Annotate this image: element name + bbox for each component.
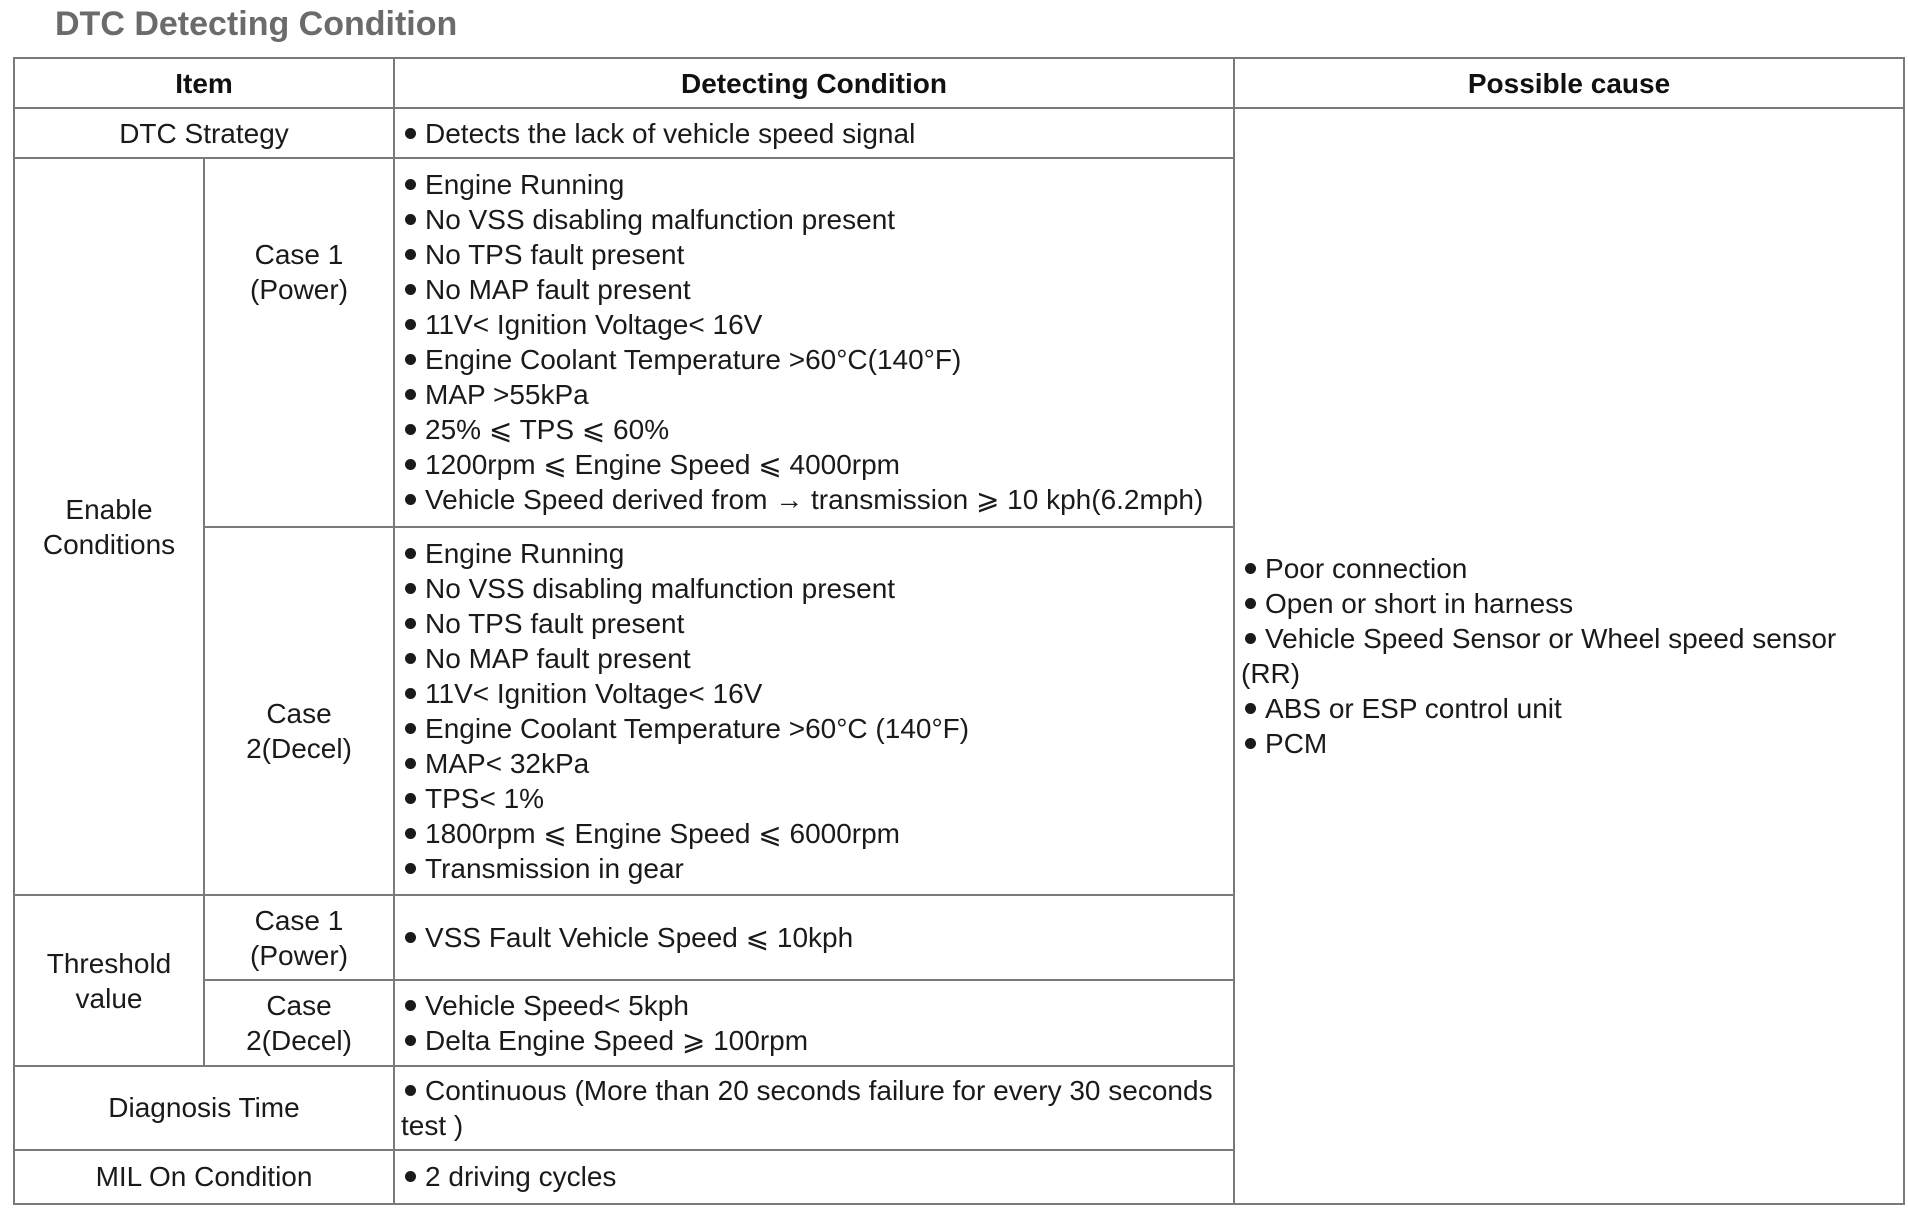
bullet-item: No MAP fault present bbox=[401, 272, 1227, 307]
bullet-list bbox=[401, 988, 1227, 1058]
bullet-item: Detects the lack of vehicle speed signal bbox=[401, 116, 1227, 151]
label-threshold-value: Threshold value bbox=[14, 895, 204, 1065]
bullet-item: Continuous (More than 20 seconds failure for every 30 seconds test ) bbox=[401, 1073, 1227, 1143]
page-title: DTC Detecting Condition bbox=[55, 5, 458, 43]
bullet-item: 11V< Ignition Voltage< 16V bbox=[401, 307, 1227, 342]
bullet-item: VSS Fault Vehicle Speed ⩽ 10kph bbox=[401, 920, 1227, 955]
threshold-case1-line2: (Power) bbox=[250, 939, 349, 971]
bullet-list bbox=[401, 1159, 1227, 1194]
bullet-item: No TPS fault present bbox=[401, 237, 1227, 272]
bullet-item: Vehicle Speed derived from → transmission ⩾ 10 kph(6.2mph) bbox=[401, 482, 1227, 517]
label-enable-conditions bbox=[14, 158, 204, 895]
cell-threshold-case2 bbox=[394, 980, 1234, 1066]
bullet-list bbox=[401, 116, 1227, 151]
bullet-item: Engine Running bbox=[401, 536, 1227, 571]
header-cause: Possible cause bbox=[1234, 58, 1904, 108]
label-threshold-case2: Case 2(Decel) bbox=[204, 980, 394, 1066]
bullet-item: Transmission in gear bbox=[401, 851, 1227, 886]
bullet-item: 1200rpm ⩽ Engine Speed ⩽ 4000rpm bbox=[401, 447, 1227, 482]
bullet-item: Engine Running bbox=[401, 167, 1227, 202]
dtc-table bbox=[13, 57, 1905, 1205]
bullet-item: MAP< 32kPa bbox=[401, 746, 1227, 781]
label-case1-power bbox=[204, 158, 394, 527]
label-diagnosis-time: Diagnosis Time bbox=[14, 1066, 394, 1150]
bullet-item: Open or short in harness bbox=[1241, 586, 1897, 621]
bullet-item: 11V< Ignition Voltage< 16V bbox=[401, 676, 1227, 711]
case1-line2: (Power) bbox=[250, 274, 349, 306]
bullet-list bbox=[401, 167, 1227, 517]
threshold-case1-line1: Case 1 bbox=[254, 904, 344, 936]
bullet-item: Poor connection bbox=[1241, 551, 1897, 586]
label-threshold-case1 bbox=[204, 895, 394, 979]
bullet-item: ABS or ESP control unit bbox=[1241, 691, 1897, 726]
label-enable-line2: Conditions bbox=[42, 528, 176, 560]
bullet-item: 2 driving cycles bbox=[401, 1159, 1227, 1194]
bullet-list bbox=[1241, 551, 1897, 761]
bullet-list bbox=[401, 1073, 1227, 1143]
label-mil-on-condition: MIL On Condition bbox=[14, 1150, 394, 1204]
bullet-item: Vehicle Speed Sensor or Wheel speed sensor (RR) bbox=[1241, 621, 1897, 691]
bullet-list bbox=[401, 536, 1227, 886]
label-enable-line1: Enable bbox=[65, 493, 153, 525]
bullet-item: 1800rpm ⩽ Engine Speed ⩽ 6000rpm bbox=[401, 816, 1227, 851]
cell-dtc-strategy bbox=[394, 108, 1234, 158]
bullet-item: No VSS disabling malfunction present bbox=[401, 202, 1227, 237]
bullet-item: Delta Engine Speed ⩾ 100rpm bbox=[401, 1023, 1227, 1058]
bullet-list bbox=[401, 920, 1227, 955]
label-dtc-strategy: DTC Strategy bbox=[14, 108, 394, 158]
header-row bbox=[14, 58, 1904, 108]
row-dtc-strategy bbox=[14, 108, 1904, 158]
bullet-item: No MAP fault present bbox=[401, 641, 1227, 676]
bullet-item: No TPS fault present bbox=[401, 606, 1227, 641]
cell-enable-case1 bbox=[394, 158, 1234, 527]
bullet-item: Vehicle Speed< 5kph bbox=[401, 988, 1227, 1023]
header-item: Item bbox=[14, 58, 394, 108]
label-case2-decel: Case 2(Decel) bbox=[204, 527, 394, 896]
cell-enable-case2 bbox=[394, 527, 1234, 896]
bullet-item: TPS< 1% bbox=[401, 781, 1227, 816]
bullet-item: Engine Coolant Temperature >60°C(140°F) bbox=[401, 342, 1227, 377]
bullet-item: No VSS disabling malfunction present bbox=[401, 571, 1227, 606]
cell-possible-cause bbox=[1234, 108, 1904, 1204]
header-condition: Detecting Condition bbox=[394, 58, 1234, 108]
bullet-item: Engine Coolant Temperature >60°C (140°F) bbox=[401, 711, 1227, 746]
bullet-item: MAP >55kPa bbox=[401, 377, 1227, 412]
bullet-item: 25% ⩽ TPS ⩽ 60% bbox=[401, 412, 1227, 447]
cell-mil-on-condition bbox=[394, 1150, 1234, 1204]
cell-diagnosis-time bbox=[394, 1066, 1234, 1150]
case1-line1: Case 1 bbox=[254, 239, 344, 271]
cell-threshold-case1 bbox=[394, 895, 1234, 979]
bullet-item: PCM bbox=[1241, 726, 1897, 761]
